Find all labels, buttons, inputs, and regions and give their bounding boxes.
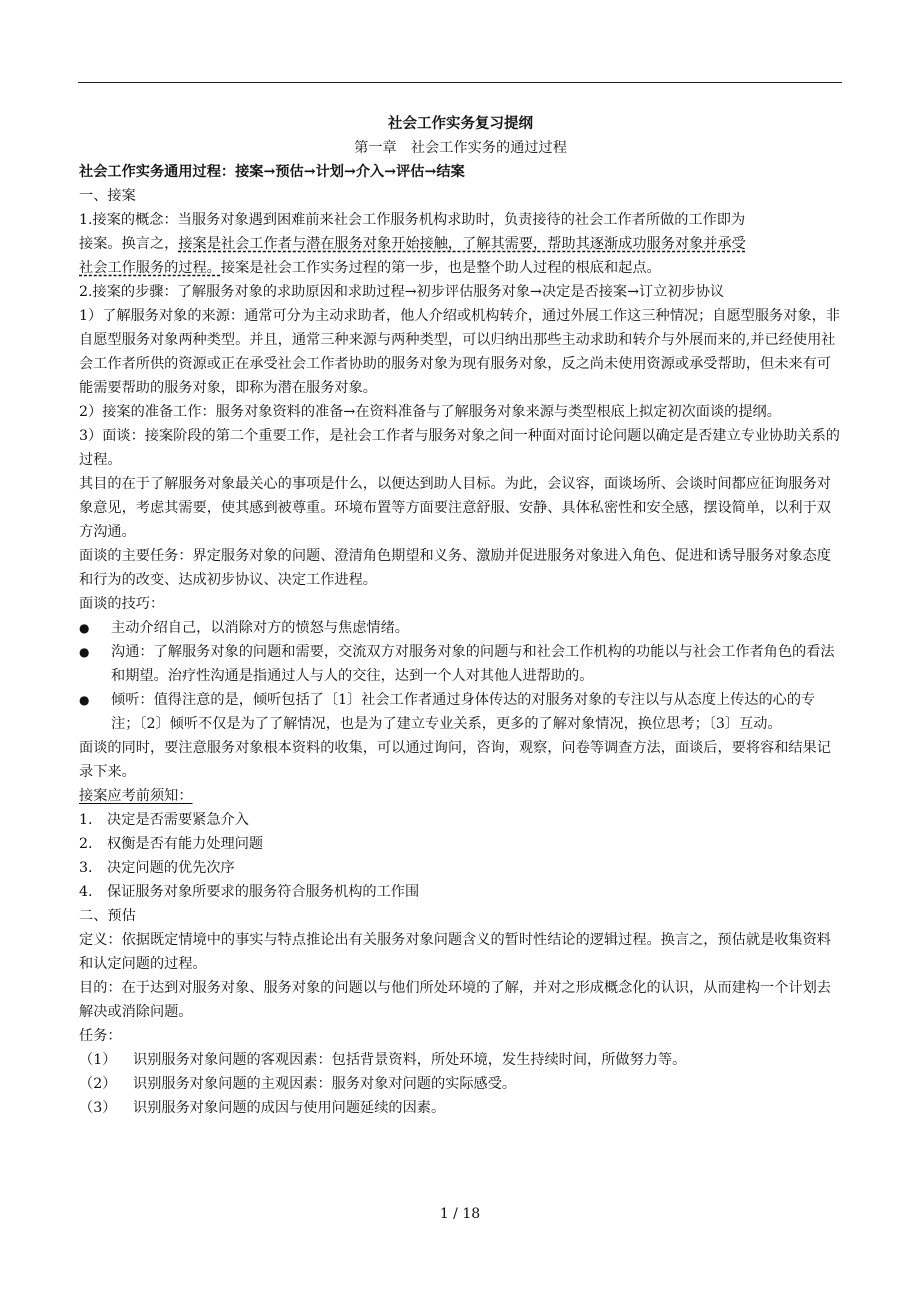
intake-concept-rest: 接案是社会工作实务过程的第一步，也是整个助人过程的根底和起点。 [220, 260, 661, 276]
document-page [79, 112, 842, 1120]
task-text: 识别服务对象问题的成因与使用问题延续的因素。 [133, 1100, 446, 1116]
page-number: 1 / 18 [439, 1206, 481, 1222]
intake-steps: 2.接案的步骤：了解服务对象的求助原因和求助过程→初步评估服务对象→决定是否接案→订立初步协议 [79, 284, 725, 300]
list-text: 权衡是否有能力处理问题 [107, 836, 264, 852]
intake-concept-text: 接案。换言之， [79, 236, 179, 252]
interview-tasks-paragraph: 面谈的主要任务：界定服务对象的问题、澄清角色期望和义务、激励并促进服务对象进入角色、促进和诱导服务对象态度和行为的改变、达成初步协议、决定工作进程。 [79, 548, 831, 588]
intake-notice-heading: 接案应考前须知： [79, 788, 193, 804]
list-number: 4. [79, 884, 93, 900]
section-heading-assessment: 二、预估 [79, 908, 136, 924]
list-item [79, 880, 842, 904]
bullet-icon: ● [79, 693, 90, 707]
intake-concept-underlined-end: 社会工作服务的过程。 [79, 260, 221, 276]
list-text: 保证服务对象所要求的服务符合服务机构的工作围 [107, 884, 420, 900]
list-text: 决定是否需要紧急介入 [107, 812, 249, 828]
task-item [79, 1048, 842, 1072]
interview-paragraph: 3）面谈：接案阶段的第二个重要工作，是社会工作者与服务对象之间一种面对面讨论问题以确定是否建立专业协助关系的过程。 [79, 428, 840, 468]
list-number: 2. [79, 836, 93, 852]
intake-concept-line3 [79, 256, 842, 280]
process-heading: 社会工作实务通用过程：接案→预估→计划→介入→评估→结案 [79, 164, 465, 180]
list-number: 1. [79, 812, 93, 828]
task-text: 识别服务对象问题的客观因素：包括背景资料，所处环境，发生持续时间，所做努力等。 [133, 1052, 687, 1068]
intake-concept-underlined: 接案是社会工作者与潜在服务对象开始接触，了解其需要，帮助其逐渐成功服务对象并承受 [178, 236, 746, 252]
task-item [79, 1072, 842, 1096]
interview-skills-heading: 面谈的技巧： [79, 596, 165, 612]
task-number: （2） [79, 1076, 117, 1092]
intake-concept-line1: 1.接案的概念：当服务对象遇到困难前来社会工作服务机构求助时，负责接待的社会工作者所做的工作即为 [79, 212, 746, 228]
intake-concept-line2 [79, 232, 842, 256]
header-rule [78, 82, 842, 83]
list-number: 3. [79, 860, 93, 876]
assessment-purpose: 目的：在于达到对服务对象、服务对象的问题以与他们所处环境的了解，并对之形成概念化的认识，从而建构一个计划去解决或消除问题。 [79, 980, 831, 1020]
bullet-item [79, 688, 842, 736]
client-source-paragraph: 1）了解服务对象的来源：通常可分为主动求助者，他人介绍或机构转介，通过外展工作这三种情况；自愿型服务对象，非自愿型服务对象两种类型。并且，通常三种来源与两种类型，可以归纳出那些主动求助和转介与外展而来的,并已经使用社会工作者所供的资源或正在承受社会工作者协助的服务对象为现有服务对象，反之尚未使用资源或承受帮助，但未来有可能需要帮助的服务对象，即称为潜在服务对象。 [79, 308, 840, 396]
bullet-item [79, 640, 842, 688]
list-item [79, 832, 842, 856]
section-heading-intake: 一、接案 [79, 188, 136, 204]
assessment-task-heading: 任务： [79, 1028, 122, 1044]
task-number: （1） [79, 1052, 117, 1068]
bullet-icon: ● [79, 645, 90, 659]
chapter-title: 第一章 社会工作实务的通过过程 [354, 140, 567, 156]
bullet-item [79, 616, 842, 640]
task-text: 识别服务对象问题的主观因素：服务对象对问题的实际感受。 [133, 1076, 517, 1092]
bullet-text: 主动介绍自己，以消除对方的愤怒与焦虑情绪。 [111, 620, 409, 636]
bullet-text: 沟通：了解服务对象的问题和需要，交流双方对服务对象的问题与和社会工作机构的功能以与社会工作者角色的看法和期望。治疗性沟通是指通过人与人的交往，达到一个人对其他人进帮助的。 [111, 644, 835, 684]
record-paragraph: 面谈的同时，要注意服务对象根本资料的收集，可以通过询问，咨询，观察，问卷等调查方法，面谈后，要将容和结果记录下来。 [79, 740, 831, 780]
doc-title: 社会工作实务复习提纲 [388, 115, 533, 132]
bullet-text: 倾听：值得注意的是，倾听包括了〔1〕社会工作者通过身体传达的对服务对象的专注以与从态度上传达的心的专注；〔2〕倾听不仅是为了了解情况，也是为了建立专业关系，更多的了解对象情况，换位思考；〔3〕互动。 [111, 692, 816, 732]
task-number: （3） [79, 1100, 117, 1116]
intake-prep-paragraph: 2）接案的准备工作：服务对象资料的准备→在资料准备与了解服务对象来源与类型根底上拟定初次面谈的提纲。 [79, 404, 781, 420]
list-item [79, 856, 842, 880]
interview-purpose-paragraph: 其目的在于了解服务对象最关心的事项是什么，以便达到助人目标。为此，会议容，面谈场所、会谈时间都应征询服务对象意见，考虑其需要，使其感到被尊重。环境布置等方面要注意舒服、安静、具体私密性和安全感，摆设简单，以利于双方沟通。 [79, 476, 831, 540]
task-item [79, 1096, 842, 1120]
list-text: 决定问题的优先次序 [107, 860, 235, 876]
assessment-definition: 定义：依据既定情境中的事实与特点推论出有关服务对象问题含义的暂时性结论的逻辑过程。换言之，预估就是收集资料和认定问题的过程。 [79, 932, 831, 972]
bullet-icon: ● [79, 621, 90, 635]
list-item [79, 808, 842, 832]
